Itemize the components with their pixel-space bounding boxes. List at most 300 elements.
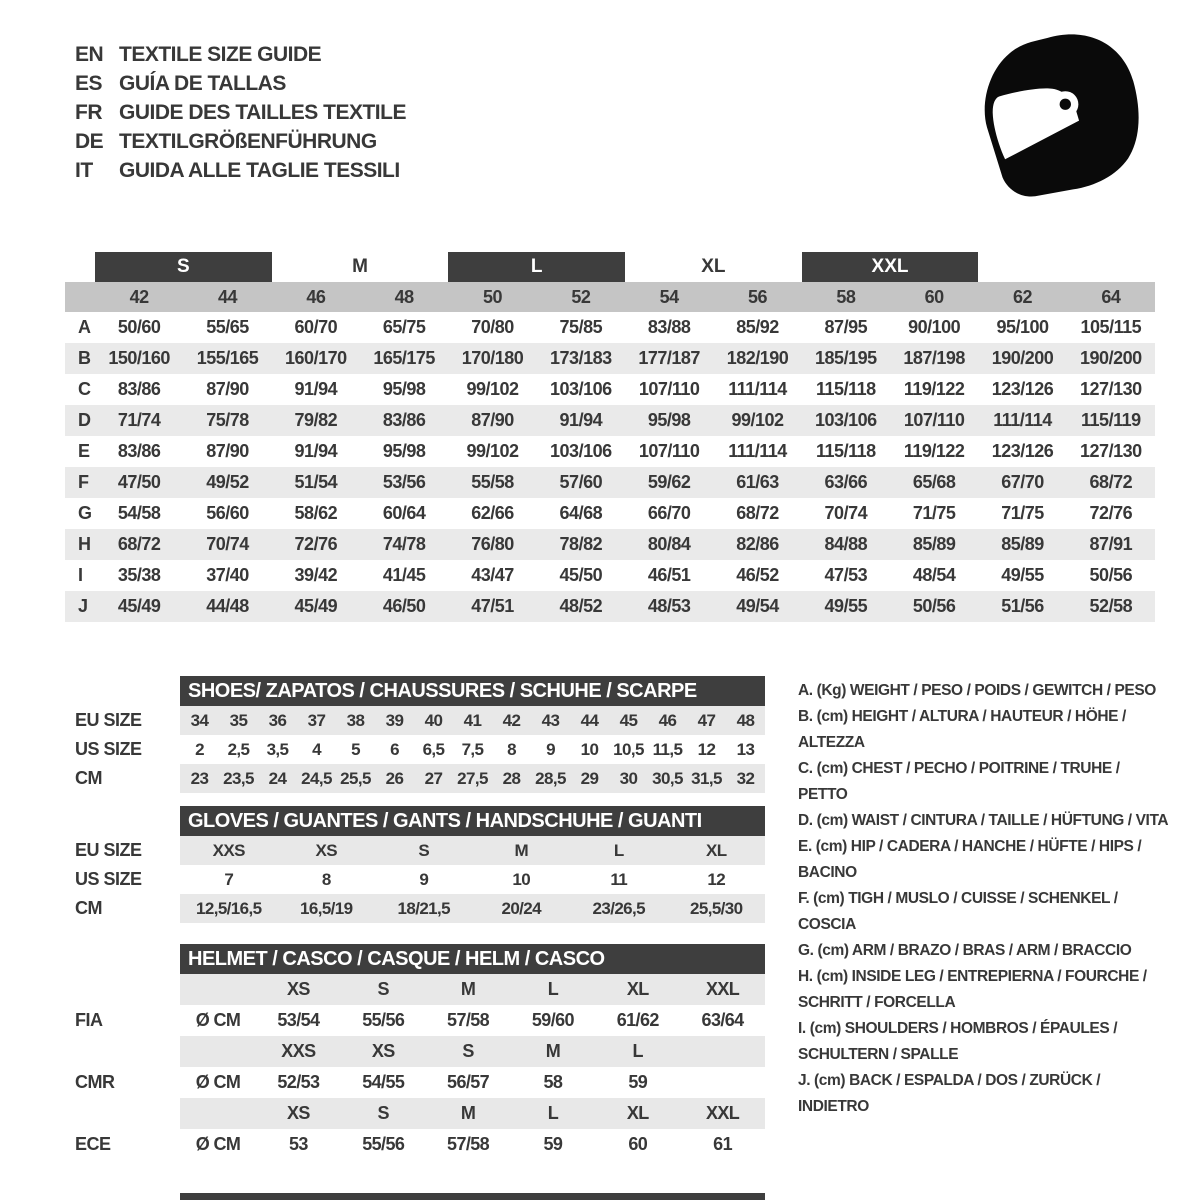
language-row — [75, 40, 406, 69]
numeric-size: 50 — [482, 286, 502, 307]
shoe-size-cell: 23 — [190, 768, 209, 788]
helmet-value-cell: 59 — [628, 1072, 648, 1092]
size-cell: 79/82 — [294, 410, 338, 430]
numeric-size: 62 — [1012, 286, 1032, 307]
size-cell: 190/200 — [1080, 348, 1142, 368]
size-cell: 85/89 — [1001, 534, 1044, 554]
shoe-size-cell: 23,5 — [223, 768, 254, 788]
next-section-bar-partial — [180, 1193, 765, 1200]
size-cell: 60/64 — [382, 503, 426, 523]
main-size-table — [65, 252, 1155, 622]
language-title: GUÍA DE TALLAS — [119, 71, 286, 95]
shoe-size-cell: 11,5 — [652, 739, 683, 759]
size-cell: 75/85 — [559, 317, 603, 337]
size-cell: 45/49 — [294, 596, 338, 616]
size-cell: 39/42 — [294, 565, 338, 585]
size-cell: 47/50 — [117, 472, 161, 492]
size-cell: 50/56 — [1089, 565, 1133, 585]
size-cell: 165/175 — [373, 348, 435, 368]
helmet-value-cell: 55/56 — [362, 1134, 405, 1154]
size-cell: 75/78 — [206, 410, 249, 430]
helmet-value-cell: 55/56 — [362, 1010, 405, 1030]
language-row — [75, 156, 406, 185]
helmet-size-cell: XS — [371, 1041, 395, 1061]
size-band-m: M — [352, 256, 368, 277]
size-band-xl: XL — [701, 256, 726, 277]
table-row — [65, 436, 1155, 467]
helmet-size-cell: XS — [287, 1103, 310, 1123]
language-code: IT — [75, 158, 93, 182]
size-cell: 49/52 — [206, 472, 249, 492]
size-cell: 67/70 — [1001, 472, 1044, 492]
language-title: TEXTILGRÖßENFÜHRUNG — [119, 129, 377, 153]
size-cell: 48/52 — [559, 596, 603, 616]
unit-label: Ø CM — [195, 1072, 241, 1092]
language-code: ES — [75, 71, 103, 95]
size-cell: 63/66 — [824, 472, 868, 492]
size-cell: 95/98 — [382, 441, 426, 461]
size-cell: 111/114 — [728, 379, 787, 399]
helmet-value-cell: 53/54 — [277, 1010, 320, 1030]
size-cell: 170/180 — [461, 348, 524, 368]
numeric-size: 54 — [659, 286, 679, 307]
glove-size-cell: 12,5/16,5 — [196, 898, 262, 918]
size-cell: 57/60 — [559, 472, 603, 492]
helmet-size-cell: XXL — [705, 1103, 740, 1123]
helmet-size-cell: XXL — [705, 979, 740, 999]
size-cell: 82/86 — [736, 534, 779, 554]
measurement-legend — [798, 678, 1170, 1120]
shoe-size-cell: 46 — [658, 710, 677, 730]
helmet-size-cell: L — [547, 979, 559, 999]
legend-entry: D. (cm) WAIST / CINTURA / TAILLE / HÜFTUNG / VITA — [798, 812, 1169, 829]
table-row — [65, 529, 1155, 560]
numeric-size: 46 — [306, 286, 326, 307]
gloves-eu-row — [180, 836, 765, 865]
size-cell: 95/100 — [996, 317, 1049, 337]
size-cell: 85/92 — [736, 317, 779, 337]
gloves-us-row — [180, 865, 765, 894]
shoe-size-cell: 42 — [502, 710, 521, 730]
helmet-size-cell: XS — [287, 979, 310, 999]
helmet-size-cell: M — [460, 1103, 476, 1123]
size-cell: 68/72 — [736, 503, 779, 523]
unit-label: Ø CM — [195, 1134, 241, 1154]
size-cell: 87/91 — [1089, 534, 1133, 554]
glove-size-cell: 10 — [512, 869, 531, 889]
size-cell: 55/58 — [471, 472, 514, 492]
size-cell: 65/68 — [912, 472, 956, 492]
shoe-size-cell: 6 — [390, 739, 399, 759]
shoe-size-cell: 34 — [190, 710, 209, 730]
legend-entry: I. (cm) SHOULDERS / HOMBROS / ÉPAULES / SCHULTERN / SPALLE — [798, 1020, 1118, 1063]
size-cell: 185/195 — [815, 348, 877, 368]
helmet-size-cell: XL — [626, 1103, 649, 1123]
size-cell: 115/119 — [1081, 410, 1141, 430]
size-cell: 55/65 — [206, 317, 249, 337]
size-cell: 52/58 — [1089, 596, 1133, 616]
size-cell: 53/56 — [382, 472, 426, 492]
shoe-size-cell: 2,5 — [227, 739, 250, 759]
shoe-size-cell: 10 — [580, 739, 599, 759]
size-cell: 45/50 — [559, 565, 603, 585]
helmet-section-title-bar: HELMET / CASCO / CASQUE / HELM / CASCO — [180, 944, 765, 974]
size-cell: 72/76 — [1089, 503, 1133, 523]
helmet-size-cell: S — [377, 979, 389, 999]
shoe-size-cell: 48 — [736, 710, 755, 730]
size-cell: 78/82 — [559, 534, 603, 554]
shoes-row-label-cm: CM — [75, 768, 102, 788]
table-row — [65, 467, 1155, 498]
size-cell: 45/49 — [117, 596, 161, 616]
shoe-size-cell: 47 — [697, 710, 716, 730]
size-cell: 47/51 — [471, 596, 514, 616]
helmet-value-cell: 61/62 — [616, 1010, 659, 1030]
size-cell: 90/100 — [908, 317, 961, 337]
helmet-size-cell: M — [545, 1041, 561, 1061]
helmet-value-cell: 57/58 — [447, 1134, 490, 1154]
glove-size-cell: 18/21,5 — [397, 898, 451, 918]
helmet-value-cell: 59 — [543, 1134, 563, 1154]
size-cell: 65/75 — [382, 317, 426, 337]
shoe-size-cell: 12 — [697, 739, 716, 759]
shoe-size-cell: 2 — [195, 739, 204, 759]
shoe-size-cell: 28,5 — [535, 768, 566, 788]
size-cell: 56/60 — [206, 503, 249, 523]
table-row — [65, 312, 1155, 343]
size-cell: 80/84 — [647, 534, 691, 554]
size-cell: 160/170 — [285, 348, 347, 368]
shoe-size-cell: 44 — [580, 710, 599, 730]
helmet-value-cell: 60 — [628, 1134, 648, 1154]
shoe-size-cell: 38 — [346, 710, 365, 730]
size-cell: 85/89 — [912, 534, 956, 554]
unit-label: Ø CM — [195, 1010, 241, 1030]
size-band-l: L — [448, 252, 625, 282]
size-cell: 48/53 — [647, 596, 691, 616]
shoe-size-cell: 30,5 — [652, 768, 683, 788]
shoe-size-cell: 10,5 — [613, 739, 644, 759]
shoe-size-cell: 31,5 — [691, 768, 722, 788]
gloves-row-label-eu: EU SIZE — [75, 840, 142, 860]
table-row — [65, 498, 1155, 529]
size-cell: 60/70 — [294, 317, 338, 337]
shoe-size-cell: 29 — [580, 768, 599, 788]
glove-size-cell: 9 — [419, 869, 429, 889]
size-cell: 49/55 — [1001, 565, 1044, 585]
size-cell: 68/72 — [1089, 472, 1133, 492]
size-cell: 115/118 — [816, 441, 876, 461]
size-cell: 99/102 — [466, 379, 519, 399]
row-letter: H — [78, 534, 91, 554]
numeric-size: 44 — [217, 286, 237, 307]
size-cell: 54/58 — [117, 503, 161, 523]
gloves-row-label-us: US SIZE — [75, 869, 142, 889]
standard-label-ece: ECE — [75, 1134, 111, 1154]
legend-entry: A. (Kg) WEIGHT / PESO / POIDS / GEWITCH / PESO — [798, 682, 1156, 699]
language-title: TEXTILE SIZE GUIDE — [119, 42, 322, 66]
size-cell: 46/52 — [736, 565, 779, 585]
helmet-size-cell: XXS — [281, 1041, 316, 1061]
size-cell: 50/60 — [117, 317, 161, 337]
shoe-size-cell: 26 — [385, 768, 404, 788]
size-cell: 71/75 — [1001, 503, 1044, 523]
size-cell: 61/63 — [736, 472, 779, 492]
size-cell: 48/54 — [912, 565, 956, 585]
gloves-section-title-bar: GLOVES / GUANTES / GANTS / HANDSCHUHE / GUANTI — [180, 806, 765, 836]
shoe-size-cell: 3,5 — [266, 739, 289, 759]
table-row — [65, 560, 1155, 591]
shoe-size-cell: 43 — [541, 710, 560, 730]
size-cell: 68/72 — [117, 534, 161, 554]
glove-size-cell: XS — [315, 840, 337, 860]
glove-size-cell: 20/24 — [501, 898, 542, 918]
size-cell: 107/110 — [903, 410, 965, 430]
size-cell: 49/54 — [736, 596, 779, 616]
shoe-size-cell: 45 — [619, 710, 638, 730]
size-cell: 83/86 — [117, 379, 161, 399]
size-cell: 111/114 — [993, 410, 1052, 430]
shoe-size-cell: 40 — [424, 710, 443, 730]
shoe-size-cell: 36 — [268, 710, 287, 730]
table-row — [65, 343, 1155, 374]
shoe-size-cell: 32 — [736, 768, 755, 788]
size-band-s: S — [95, 252, 272, 282]
table-row — [65, 405, 1155, 436]
size-cell: 123/126 — [991, 379, 1054, 399]
numeric-size: 56 — [747, 286, 767, 307]
size-cell: 103/106 — [550, 379, 612, 399]
shoe-size-cell: 35 — [229, 710, 248, 730]
size-cell: 46/51 — [647, 565, 691, 585]
size-cell: 95/98 — [382, 379, 426, 399]
row-letter: I — [78, 565, 84, 585]
size-cell: 107/110 — [638, 379, 700, 399]
size-cell: 66/70 — [647, 503, 691, 523]
size-cell: 127/130 — [1080, 379, 1142, 399]
language-row — [75, 127, 406, 156]
size-cell: 115/118 — [816, 379, 876, 399]
size-cell: 99/102 — [466, 441, 519, 461]
helmet-size-cell: XL — [626, 979, 649, 999]
shoes-row-label-us: US SIZE — [75, 739, 142, 759]
row-letter: F — [78, 472, 89, 492]
helmet-size-cell: L — [632, 1041, 643, 1061]
helmet-value-cell: 54/55 — [362, 1072, 405, 1092]
language-title: GUIDA ALLE TAGLIE TESSILI — [119, 158, 400, 182]
size-cell: 87/90 — [206, 441, 249, 461]
glove-size-cell: L — [613, 840, 624, 860]
helmet-value-cell: 53 — [289, 1134, 308, 1154]
table-row — [65, 374, 1155, 405]
numeric-size: 64 — [1101, 286, 1121, 307]
size-cell: 87/90 — [206, 379, 249, 399]
shoes-cm-row — [180, 764, 765, 793]
size-cell: 87/95 — [824, 317, 868, 337]
size-cell: 62/66 — [471, 503, 514, 523]
standard-label-fia: FIA — [75, 1010, 103, 1030]
shoe-size-cell: 7,5 — [461, 739, 484, 759]
size-cell: 49/55 — [824, 596, 868, 616]
shoe-size-cell: 24,5 — [301, 768, 332, 788]
row-letter: D — [78, 410, 91, 430]
size-cell: 91/94 — [294, 379, 338, 399]
helmet-size-cell: S — [462, 1041, 474, 1061]
size-cell: 119/122 — [903, 379, 965, 399]
row-letter: A — [78, 317, 91, 337]
size-cell: 83/86 — [382, 410, 426, 430]
numeric-size: 52 — [571, 286, 591, 307]
size-cell: 44/48 — [206, 596, 249, 616]
size-cell: 127/130 — [1080, 441, 1142, 461]
size-cell: 99/102 — [731, 410, 784, 430]
shoes-us-row — [180, 735, 765, 764]
shoe-size-cell: 5 — [351, 739, 360, 759]
shoe-size-cell: 37 — [307, 710, 326, 730]
glove-size-cell: 25,5/30 — [689, 898, 743, 918]
size-cell: 70/74 — [206, 534, 249, 554]
language-row — [75, 69, 406, 98]
legend-entry: C. (cm) CHEST / PECHO / POITRINE / TRUHE / PETTO — [798, 760, 1120, 803]
glove-size-cell: 7 — [224, 869, 234, 889]
size-cell: 50/56 — [912, 596, 956, 616]
size-cell: 119/122 — [903, 441, 965, 461]
size-cell: 91/94 — [294, 441, 338, 461]
shoe-size-cell: 8 — [507, 739, 516, 759]
size-cell: 177/187 — [638, 348, 700, 368]
size-cell: 70/74 — [824, 503, 868, 523]
size-cell: 64/68 — [559, 503, 603, 523]
size-cell: 105/115 — [1080, 317, 1142, 337]
shoe-size-cell: 13 — [736, 739, 755, 759]
helmet-size-cell: S — [377, 1103, 389, 1123]
size-cell: 91/94 — [559, 410, 603, 430]
standard-label-cmr: CMR — [75, 1072, 115, 1092]
glove-size-cell: 8 — [321, 869, 331, 889]
shoe-size-cell: 6,5 — [422, 739, 445, 759]
size-cell: 187/198 — [903, 348, 965, 368]
size-cell: 103/106 — [550, 441, 612, 461]
helmet-size-cell: M — [460, 979, 476, 999]
shoe-size-cell: 28 — [502, 768, 521, 788]
strip-spacer — [65, 282, 95, 312]
shoe-size-cell: 25,5 — [340, 768, 371, 788]
size-cell: 51/56 — [1001, 596, 1044, 616]
helmet-value-cell: 52/53 — [277, 1072, 320, 1092]
glove-size-cell: 12 — [707, 869, 726, 889]
size-cell: 59/62 — [647, 472, 691, 492]
size-band-xxl: XXL — [802, 252, 979, 282]
numeric-size-strip — [65, 282, 1155, 312]
racing-helmet-icon — [972, 26, 1150, 198]
size-cell: 58/62 — [294, 503, 338, 523]
language-code: EN — [75, 42, 104, 66]
glove-size-cell: M — [514, 840, 529, 860]
legend-entry: F. (cm) TIGH / MUSLO / CUISSE / SCHENKEL / COSCIA — [798, 890, 1118, 933]
size-cell: 71/74 — [117, 410, 161, 430]
size-cell: 70/80 — [471, 317, 514, 337]
size-cell: 83/88 — [647, 317, 691, 337]
helmet-value-cell: 58 — [543, 1072, 563, 1092]
shoes-section-title-bar: SHOES/ ZAPATOS / CHAUSSURES / SCHUHE / SCARPE — [180, 676, 765, 706]
shoes-row-label-eu: EU SIZE — [75, 710, 142, 730]
row-letter: C — [78, 379, 91, 399]
size-cell: 95/98 — [647, 410, 691, 430]
language-title: GUIDE DES TAILLES TEXTILE — [119, 100, 406, 124]
shoe-size-cell: 24 — [268, 768, 287, 788]
size-cell: 71/75 — [912, 503, 956, 523]
size-cell: 84/88 — [824, 534, 868, 554]
size-cell: 41/45 — [382, 565, 426, 585]
size-cell: 111/114 — [728, 441, 787, 461]
glove-size-cell: 11 — [610, 869, 628, 889]
size-cell: 155/165 — [196, 348, 259, 368]
numeric-size: 42 — [129, 286, 149, 307]
shoe-size-cell: 39 — [385, 710, 404, 730]
size-cell: 35/38 — [117, 565, 161, 585]
size-cell: 47/53 — [824, 565, 868, 585]
language-code: FR — [75, 100, 102, 124]
legend-entry: E. (cm) HIP / CADERA / HANCHE / HÜFTE / HIPS / BACINO — [798, 838, 1142, 881]
size-cell: 76/80 — [471, 534, 514, 554]
language-row — [75, 98, 406, 127]
shoe-size-cell: 27,5 — [457, 768, 488, 788]
gloves-cm-row — [180, 894, 765, 923]
table-row — [65, 591, 1155, 622]
numeric-size: 58 — [836, 286, 856, 307]
glove-size-cell: XXS — [212, 840, 245, 860]
language-code: DE — [75, 129, 104, 153]
shoe-size-cell: 41 — [463, 710, 482, 730]
legend-entry: G. (cm) ARM / BRAZO / BRAS / ARM / BRACCIO — [798, 942, 1132, 959]
helmet-cmr-sizes-row — [180, 1036, 765, 1067]
helmet-ece-sizes-row — [180, 1098, 765, 1129]
size-cell: 87/90 — [471, 410, 514, 430]
size-cell: 37/40 — [206, 565, 249, 585]
size-cell: 83/86 — [117, 441, 161, 461]
glove-size-cell: S — [418, 840, 430, 860]
shoe-size-cell: 30 — [619, 768, 638, 788]
glove-size-cell: XL — [705, 840, 727, 860]
helmet-size-cell: L — [547, 1103, 559, 1123]
helmet-fia-values-row — [180, 1005, 765, 1036]
glove-size-cell: 23/26,5 — [592, 898, 646, 918]
row-letter: E — [78, 441, 91, 461]
shoes-eu-row — [180, 706, 765, 735]
legend-entry: J. (cm) BACK / ESPALDA / DOS / ZURÜCK / INDIETRO — [798, 1072, 1101, 1115]
glove-size-cell: 16,5/19 — [299, 898, 353, 918]
size-cell: 46/50 — [382, 596, 426, 616]
helmet-value-cell: 61 — [713, 1134, 732, 1154]
helmet-cmr-values-row — [180, 1067, 765, 1098]
size-cell: 182/190 — [726, 348, 789, 368]
size-cell: 107/110 — [638, 441, 700, 461]
helmet-fia-sizes-row — [180, 974, 765, 1005]
size-cell: 43/47 — [471, 565, 514, 585]
size-cell: 173/183 — [550, 348, 612, 368]
helmet-value-cell: 56/57 — [447, 1072, 490, 1092]
legend-entry: B. (cm) HEIGHT / ALTURA / HAUTEUR / HÖHE / ALTEZZA — [798, 708, 1126, 751]
size-label-band-row — [65, 252, 1155, 282]
size-cell: 72/76 — [294, 534, 338, 554]
legend-entry: H. (cm) INSIDE LEG / ENTREPIERNA / FOURCHE / SCHRITT / FORCELLA — [798, 968, 1147, 1011]
shoe-size-cell: 4 — [312, 739, 321, 759]
size-cell: 51/54 — [294, 472, 338, 492]
helmet-ece-values-row — [180, 1129, 765, 1160]
size-cell: 123/126 — [991, 441, 1054, 461]
size-cell: 190/200 — [991, 348, 1054, 368]
gloves-row-label-cm: CM — [75, 898, 102, 918]
